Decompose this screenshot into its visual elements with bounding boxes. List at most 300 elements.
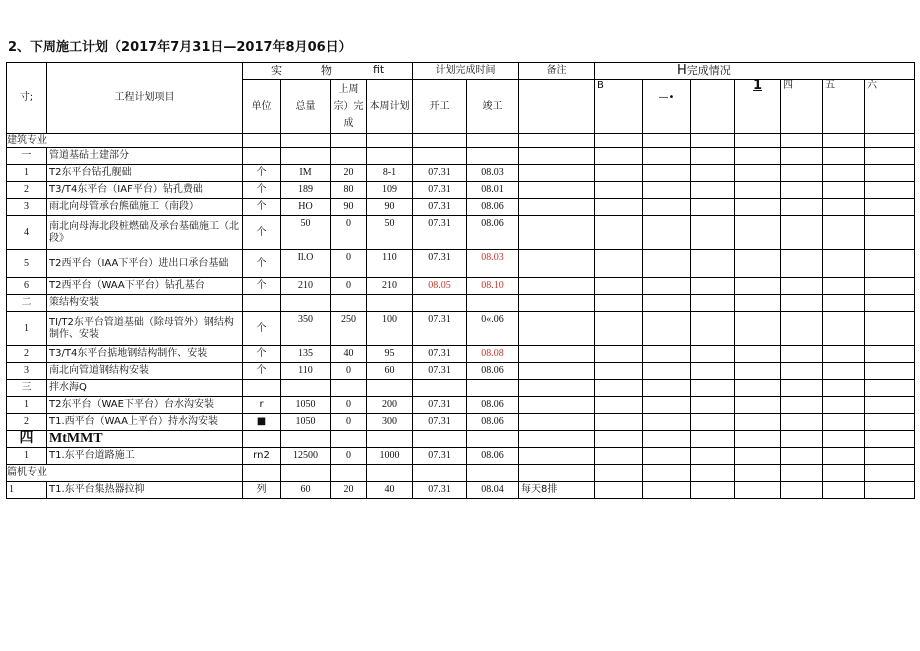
empty-cell bbox=[331, 295, 367, 312]
section-label: 篇机专业 bbox=[7, 465, 243, 482]
completion-cell bbox=[735, 482, 781, 499]
item-this-week: 109 bbox=[367, 182, 413, 199]
group-row bbox=[7, 148, 915, 165]
item-number: 3 bbox=[7, 199, 47, 216]
empty-cell bbox=[865, 465, 915, 482]
completion-cell bbox=[691, 448, 735, 465]
completion-cell bbox=[823, 312, 865, 346]
empty-cell bbox=[467, 295, 519, 312]
page-title: 2、下周施工计划（2017年7月31日—2017年8月06日） bbox=[8, 40, 352, 55]
empty-cell bbox=[691, 465, 735, 482]
empty-cell bbox=[331, 431, 367, 448]
completion-cell bbox=[643, 199, 691, 216]
item-total: 135 bbox=[281, 346, 331, 363]
header-completion bbox=[595, 63, 915, 80]
group-number: 四 bbox=[7, 431, 47, 448]
item-finish-date: 08.03 bbox=[467, 165, 519, 182]
completion-cell bbox=[691, 278, 735, 295]
header-unit: 单位 bbox=[243, 80, 281, 134]
item-name: T3/T4东平台（IAF平台）钻孔费础 bbox=[47, 182, 243, 199]
item-this-week: 40 bbox=[367, 482, 413, 499]
item-unit: 个 bbox=[243, 346, 281, 363]
item-start-date: 07.31 bbox=[413, 346, 467, 363]
empty-cell bbox=[243, 380, 281, 397]
empty-cell bbox=[467, 431, 519, 448]
item-finish-date: 08.03 bbox=[467, 250, 519, 278]
empty-cell bbox=[413, 431, 467, 448]
completion-cell bbox=[595, 482, 643, 499]
item-finish-date: 08.06 bbox=[467, 397, 519, 414]
empty-cell bbox=[781, 134, 823, 148]
item-finish-date: 08.01 bbox=[467, 182, 519, 199]
item-last-week: 80 bbox=[331, 182, 367, 199]
empty-cell bbox=[865, 380, 915, 397]
item-total: 1050 bbox=[281, 397, 331, 414]
item-remark bbox=[519, 182, 595, 199]
completion-cell bbox=[865, 397, 915, 414]
completion-cell bbox=[595, 363, 643, 380]
empty-cell bbox=[331, 465, 367, 482]
table-row bbox=[7, 397, 915, 414]
item-remark bbox=[519, 312, 595, 346]
header-plan-time: 计划完成时间 bbox=[413, 63, 519, 80]
completion-cell bbox=[735, 216, 781, 250]
item-number: 5 bbox=[7, 250, 47, 278]
table-row bbox=[7, 482, 915, 499]
header-this-week: 本周计划 bbox=[367, 80, 413, 134]
empty-cell bbox=[413, 380, 467, 397]
empty-cell bbox=[823, 134, 865, 148]
empty-cell bbox=[735, 380, 781, 397]
item-total: HO bbox=[281, 199, 331, 216]
item-number: 1 bbox=[7, 312, 47, 346]
completion-cell bbox=[735, 448, 781, 465]
empty-cell bbox=[691, 295, 735, 312]
completion-cell bbox=[781, 482, 823, 499]
item-number: 2 bbox=[7, 414, 47, 431]
empty-cell bbox=[331, 134, 367, 148]
empty-cell bbox=[595, 380, 643, 397]
table-row bbox=[7, 278, 915, 295]
item-last-week: 40 bbox=[331, 346, 367, 363]
empty-cell bbox=[367, 465, 413, 482]
item-finish-date: 08.04 bbox=[467, 482, 519, 499]
empty-cell bbox=[367, 148, 413, 165]
empty-cell bbox=[643, 295, 691, 312]
empty-cell bbox=[367, 431, 413, 448]
completion-cell bbox=[691, 199, 735, 216]
item-last-week: 0 bbox=[331, 414, 367, 431]
completion-cell bbox=[691, 216, 735, 250]
empty-cell bbox=[735, 465, 781, 482]
item-this-week: 210 bbox=[367, 278, 413, 295]
completion-cell bbox=[865, 250, 915, 278]
item-last-week: 90 bbox=[331, 199, 367, 216]
empty-cell bbox=[691, 380, 735, 397]
completion-cell bbox=[781, 165, 823, 182]
completion-cell bbox=[735, 182, 781, 199]
empty-cell bbox=[367, 380, 413, 397]
header-remark: 备注 bbox=[519, 63, 595, 80]
completion-cell bbox=[595, 346, 643, 363]
group-number: 三 bbox=[7, 380, 47, 397]
item-unit: 个 bbox=[243, 312, 281, 346]
item-number: 1 bbox=[7, 397, 47, 414]
group-number: 一 bbox=[7, 148, 47, 165]
completion-cell bbox=[865, 448, 915, 465]
empty-cell bbox=[691, 431, 735, 448]
empty-cell bbox=[643, 380, 691, 397]
item-unit: 个 bbox=[243, 199, 281, 216]
completion-cell bbox=[865, 414, 915, 431]
item-start-date: 07.31 bbox=[413, 182, 467, 199]
completion-cell bbox=[595, 312, 643, 346]
completion-cell bbox=[823, 250, 865, 278]
completion-cell bbox=[865, 278, 915, 295]
empty-cell bbox=[823, 148, 865, 165]
header-project: 工程计划项目 bbox=[47, 63, 243, 134]
item-this-week: 50 bbox=[367, 216, 413, 250]
completion-cell bbox=[735, 278, 781, 295]
item-last-week: 20 bbox=[331, 165, 367, 182]
empty-cell bbox=[595, 148, 643, 165]
section-label: 建筑专业 bbox=[7, 134, 243, 148]
empty-cell bbox=[735, 431, 781, 448]
item-number: 1 bbox=[7, 165, 47, 182]
item-name: 南北向管道钢结构安装 bbox=[47, 363, 243, 380]
empty-cell bbox=[823, 295, 865, 312]
empty-cell bbox=[735, 295, 781, 312]
item-finish-date: 08.10 bbox=[467, 278, 519, 295]
item-this-week: 200 bbox=[367, 397, 413, 414]
empty-cell bbox=[781, 431, 823, 448]
completion-cell bbox=[595, 199, 643, 216]
group-name: MtMMT bbox=[47, 431, 243, 448]
item-total: 12500 bbox=[281, 448, 331, 465]
item-last-week: 0 bbox=[331, 448, 367, 465]
completion-cell bbox=[865, 182, 915, 199]
item-total: 350 bbox=[281, 312, 331, 346]
completion-cell bbox=[643, 482, 691, 499]
empty-cell bbox=[243, 295, 281, 312]
item-start-date: 07.31 bbox=[413, 250, 467, 278]
item-name: T2东平台（WAE下平台）台水沟安装 bbox=[47, 397, 243, 414]
empty-cell bbox=[595, 431, 643, 448]
empty-cell bbox=[467, 148, 519, 165]
completion-cell bbox=[643, 182, 691, 199]
item-start-date: 07.31 bbox=[413, 448, 467, 465]
completion-cell bbox=[691, 414, 735, 431]
item-remark bbox=[519, 448, 595, 465]
completion-cell bbox=[595, 278, 643, 295]
empty-cell bbox=[865, 295, 915, 312]
completion-cell bbox=[691, 397, 735, 414]
empty-cell bbox=[519, 295, 595, 312]
header-day-6: 五 bbox=[823, 80, 865, 134]
item-this-week: 60 bbox=[367, 363, 413, 380]
item-total: 110 bbox=[281, 363, 331, 380]
section-row bbox=[7, 134, 915, 148]
item-remark bbox=[519, 216, 595, 250]
header-day-5: 四 bbox=[781, 80, 823, 134]
completion-cell bbox=[823, 165, 865, 182]
item-last-week: 0 bbox=[331, 216, 367, 250]
item-this-week: 95 bbox=[367, 346, 413, 363]
completion-cell bbox=[595, 414, 643, 431]
item-start-date: 07.31 bbox=[413, 363, 467, 380]
item-unit: 个 bbox=[243, 250, 281, 278]
item-finish-date: 08.06 bbox=[467, 216, 519, 250]
table-row bbox=[7, 216, 915, 250]
item-total: 210 bbox=[281, 278, 331, 295]
empty-cell bbox=[413, 148, 467, 165]
item-last-week: 0 bbox=[331, 278, 367, 295]
empty-cell bbox=[467, 134, 519, 148]
section-row bbox=[7, 465, 915, 482]
item-this-week: 100 bbox=[367, 312, 413, 346]
group-row bbox=[7, 431, 915, 448]
completion-cell bbox=[643, 216, 691, 250]
completion-cell bbox=[691, 250, 735, 278]
item-number: 3 bbox=[7, 363, 47, 380]
empty-cell bbox=[519, 465, 595, 482]
completion-cell bbox=[595, 397, 643, 414]
construction-plan-table bbox=[6, 62, 915, 499]
item-total: Il.O bbox=[281, 250, 331, 278]
item-unit: 列 bbox=[243, 482, 281, 499]
header-shi: 实 bbox=[271, 64, 282, 77]
completion-cell bbox=[735, 414, 781, 431]
completion-cell bbox=[781, 346, 823, 363]
completion-cell bbox=[735, 250, 781, 278]
item-unit: 个 bbox=[243, 216, 281, 250]
empty-cell bbox=[467, 465, 519, 482]
item-finish-date: 08.06 bbox=[467, 199, 519, 216]
item-unit: ■ bbox=[243, 414, 281, 431]
completion-cell bbox=[781, 448, 823, 465]
completion-cell bbox=[781, 363, 823, 380]
item-start-date: 07.31 bbox=[413, 482, 467, 499]
completion-cell bbox=[735, 165, 781, 182]
table-row bbox=[7, 448, 915, 465]
empty-cell bbox=[643, 465, 691, 482]
item-start-date: 08.05 bbox=[413, 278, 467, 295]
table-row bbox=[7, 414, 915, 431]
empty-cell bbox=[865, 431, 915, 448]
completion-cell bbox=[781, 216, 823, 250]
completion-cell bbox=[643, 278, 691, 295]
empty-cell bbox=[331, 380, 367, 397]
empty-cell bbox=[281, 295, 331, 312]
group-row bbox=[7, 380, 915, 397]
completion-cell bbox=[735, 397, 781, 414]
header-total: 总量 bbox=[281, 80, 331, 134]
group-name: 策结构安装 bbox=[47, 295, 243, 312]
item-total: 60 bbox=[281, 482, 331, 499]
completion-cell bbox=[865, 482, 915, 499]
header-start: 开工 bbox=[413, 80, 467, 134]
completion-cell bbox=[823, 182, 865, 199]
item-remark bbox=[519, 199, 595, 216]
empty-cell bbox=[595, 465, 643, 482]
item-name: TI/T2东平台管道基础（除母管外）钢结构制作、安装 bbox=[47, 312, 243, 346]
item-finish-date: 08.06 bbox=[467, 414, 519, 431]
completion-cell bbox=[691, 182, 735, 199]
item-name: T1.西平台（WAA上平台）持水沟安装 bbox=[47, 414, 243, 431]
group-row bbox=[7, 295, 915, 312]
completion-cell bbox=[865, 312, 915, 346]
header-day-4: 1 bbox=[735, 80, 781, 134]
empty-cell bbox=[281, 134, 331, 148]
item-remark: 每天8排 bbox=[519, 482, 595, 499]
empty-cell bbox=[413, 134, 467, 148]
empty-cell bbox=[243, 134, 281, 148]
completion-cell bbox=[781, 250, 823, 278]
completion-cell bbox=[643, 346, 691, 363]
item-last-week: 20 bbox=[331, 482, 367, 499]
empty-cell bbox=[467, 380, 519, 397]
item-remark bbox=[519, 414, 595, 431]
empty-cell bbox=[781, 380, 823, 397]
header-no: 寸; bbox=[7, 63, 47, 134]
group-number: 二 bbox=[7, 295, 47, 312]
empty-cell bbox=[281, 465, 331, 482]
header-day-2: —• bbox=[643, 80, 691, 134]
item-this-week: 8-1 bbox=[367, 165, 413, 182]
header-fit: fit bbox=[373, 63, 385, 76]
item-remark bbox=[519, 278, 595, 295]
item-total: 1050 bbox=[281, 414, 331, 431]
table-row bbox=[7, 363, 915, 380]
completion-cell bbox=[865, 165, 915, 182]
empty-cell bbox=[519, 134, 595, 148]
item-name: T2西平台（IAA下平台）进出口承台基础 bbox=[47, 250, 243, 278]
item-number: 4 bbox=[7, 216, 47, 250]
completion-cell bbox=[823, 448, 865, 465]
item-name: 雨北向母管承台熊础施工（南段） bbox=[47, 199, 243, 216]
completion-cell bbox=[735, 346, 781, 363]
completion-cell bbox=[735, 363, 781, 380]
item-name: T1.东平台集热器拉抑 bbox=[47, 482, 243, 499]
item-start-date: 07.31 bbox=[413, 312, 467, 346]
item-unit: 个 bbox=[243, 363, 281, 380]
empty-cell bbox=[595, 295, 643, 312]
completion-cell bbox=[781, 182, 823, 199]
item-name: T3/T4东平台掂地钢结构制作、安装 bbox=[47, 346, 243, 363]
item-number: 1 bbox=[7, 448, 47, 465]
header-wu: 物 bbox=[321, 64, 332, 77]
item-finish-date: 0«.06 bbox=[467, 312, 519, 346]
empty-cell bbox=[643, 148, 691, 165]
item-last-week: 0 bbox=[331, 250, 367, 278]
item-number: 2 bbox=[7, 182, 47, 199]
item-total: 50 bbox=[281, 216, 331, 250]
completion-cell bbox=[823, 482, 865, 499]
header-completion-label: 完成情况 bbox=[686, 64, 731, 77]
empty-cell bbox=[823, 431, 865, 448]
item-unit: 个 bbox=[243, 182, 281, 199]
empty-cell bbox=[865, 148, 915, 165]
empty-cell bbox=[691, 134, 735, 148]
item-unit: rn2 bbox=[243, 448, 281, 465]
completion-cell bbox=[823, 414, 865, 431]
group-name: 拌水海Q bbox=[47, 380, 243, 397]
completion-cell bbox=[735, 312, 781, 346]
item-this-week: 90 bbox=[367, 199, 413, 216]
empty-cell bbox=[243, 465, 281, 482]
empty-cell bbox=[781, 148, 823, 165]
header-row-1 bbox=[7, 63, 915, 80]
item-remark bbox=[519, 397, 595, 414]
header-h: H bbox=[677, 63, 687, 78]
empty-cell bbox=[781, 295, 823, 312]
completion-cell bbox=[595, 182, 643, 199]
item-name: 南北向母海北段桩燃础及承台基础施工（北段》 bbox=[47, 216, 243, 250]
item-number: 6 bbox=[7, 278, 47, 295]
item-unit: 个 bbox=[243, 165, 281, 182]
item-start-date: 07.31 bbox=[413, 216, 467, 250]
item-last-week: 0 bbox=[331, 363, 367, 380]
item-unit: r bbox=[243, 397, 281, 414]
item-start-date: 07.31 bbox=[413, 414, 467, 431]
item-number: 2 bbox=[7, 346, 47, 363]
empty-cell bbox=[519, 431, 595, 448]
empty-cell bbox=[865, 134, 915, 148]
empty-cell bbox=[243, 431, 281, 448]
completion-cell bbox=[643, 414, 691, 431]
empty-cell bbox=[281, 148, 331, 165]
item-finish-date: 08.08 bbox=[467, 346, 519, 363]
item-this-week: 300 bbox=[367, 414, 413, 431]
item-last-week: 250 bbox=[331, 312, 367, 346]
item-name: T1.东平台道路施工 bbox=[47, 448, 243, 465]
completion-cell bbox=[865, 216, 915, 250]
completion-cell bbox=[781, 397, 823, 414]
completion-cell bbox=[823, 199, 865, 216]
item-total: 189 bbox=[281, 182, 331, 199]
completion-cell bbox=[691, 346, 735, 363]
item-this-week: 1000 bbox=[367, 448, 413, 465]
completion-cell bbox=[643, 448, 691, 465]
completion-cell bbox=[865, 199, 915, 216]
item-last-week: 0 bbox=[331, 397, 367, 414]
item-remark bbox=[519, 346, 595, 363]
empty-cell bbox=[735, 134, 781, 148]
completion-cell bbox=[643, 312, 691, 346]
completion-cell bbox=[823, 346, 865, 363]
completion-cell bbox=[691, 165, 735, 182]
empty-cell bbox=[781, 465, 823, 482]
completion-cell bbox=[595, 448, 643, 465]
completion-cell bbox=[781, 312, 823, 346]
completion-cell bbox=[691, 482, 735, 499]
header-shiwu bbox=[243, 63, 413, 80]
completion-cell bbox=[735, 199, 781, 216]
empty-cell bbox=[367, 134, 413, 148]
empty-cell bbox=[413, 465, 467, 482]
empty-cell bbox=[823, 380, 865, 397]
empty-cell bbox=[367, 295, 413, 312]
empty-cell bbox=[643, 134, 691, 148]
completion-cell bbox=[865, 346, 915, 363]
completion-cell bbox=[823, 363, 865, 380]
item-name: T2西平台（WAA下平台）钻孔基台 bbox=[47, 278, 243, 295]
item-start-date: 07.31 bbox=[413, 397, 467, 414]
empty-cell bbox=[735, 148, 781, 165]
table-row bbox=[7, 346, 915, 363]
item-remark bbox=[519, 250, 595, 278]
empty-cell bbox=[519, 148, 595, 165]
